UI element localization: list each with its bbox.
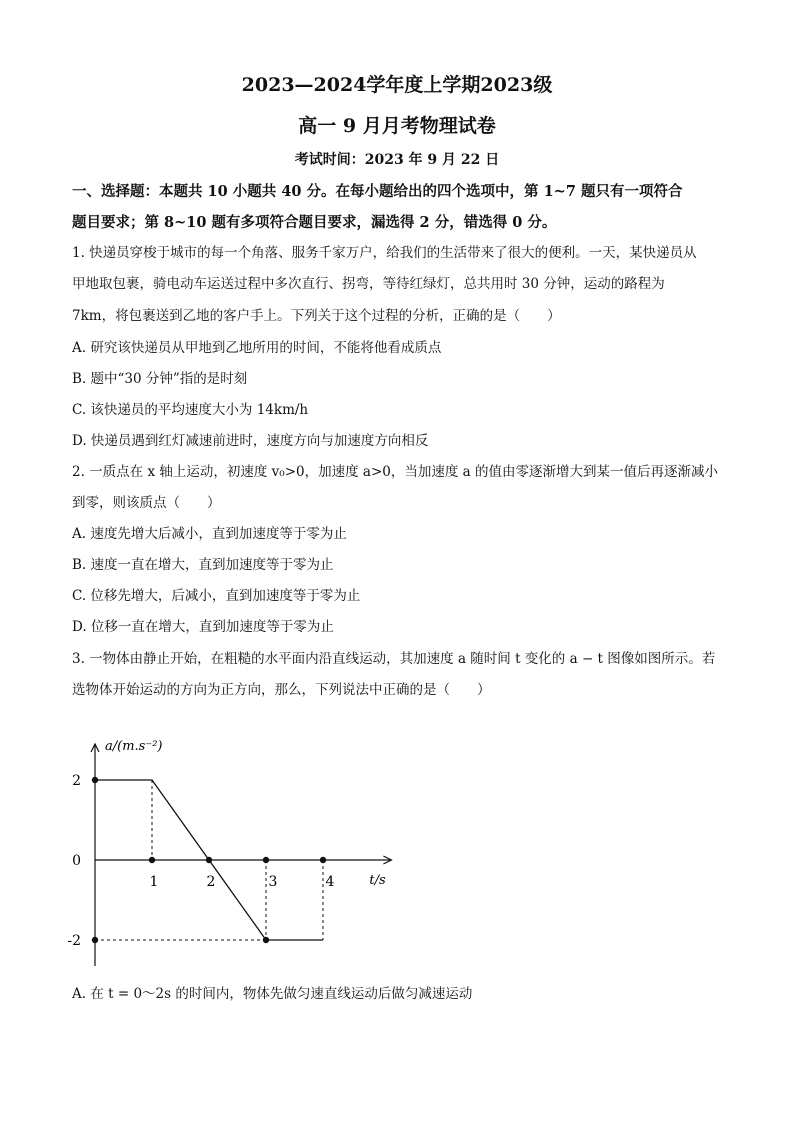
q2-option-a: A. 速度先增大后减小，直到加速度等于零为止 (72, 526, 347, 542)
section-heading-line: 一、选择题：本题共 10 小题共 40 分。在每小题给出的四个选项中，第 1~7 题只有一项符合 (72, 183, 683, 200)
q1-stem-line: 1. 快递员穿梭于城市的每一个角落、服务千家万户，给我们的生活带来了很大的便利。一天，某快递员从 (72, 245, 697, 261)
y-tick-label: 2 (72, 773, 81, 789)
x-tick-label: 1 (149, 874, 159, 890)
x-tick-label: 4 (325, 874, 335, 890)
q1-option-b: B. 题中“30 分钟”指的是时刻 (72, 371, 248, 387)
q1-option-a: A. 研究该快递员从甲地到乙地所用的时间，不能将他看成质点 (72, 340, 442, 356)
q3-stem-line: 3. 一物体由静止开始，在粗糙的水平面内沿直线运动，其加速度 a 随时间 t 变化的 a − t 图像如图所示。若 (72, 651, 716, 667)
exam-title-year: 2023—2024学年度上学期2023级 (241, 74, 553, 96)
exam-title-subject: 高一 9 月月考物理试卷 (298, 115, 496, 137)
y-tick-label: -2 (67, 933, 81, 949)
x-tick-label: 2 (206, 874, 216, 890)
q3-option-a: A. 在 t = 0～2s 的时间内，物体先做匀速直线运动后做匀减速运动 (72, 986, 473, 1002)
q2-option-d: D. 位移一直在增大，直到加速度等于零为止 (72, 619, 334, 635)
y-axis-label: a/(m.s⁻²) (105, 739, 163, 754)
x-tick-label: 3 (268, 874, 278, 890)
q1-stem-line: 7km，将包裹送到乙地的客户手上。下列关于这个过程的分析，正确的是（ ） (72, 308, 561, 324)
x-axis-label: t/s (369, 873, 386, 888)
q2-stem-line: 到零，则该质点（ ） (72, 495, 221, 511)
y-tick-label: 0 (72, 853, 81, 869)
q1-option-c: C. 该快递员的平均速度大小为 14km/h (72, 402, 309, 418)
q2-option-c: C. 位移先增大，后减小，直到加速度等于零为止 (72, 588, 361, 604)
exam-time: 考试时间：2023 年 9 月 22 日 (294, 152, 500, 168)
a-t-graph (67, 712, 400, 972)
q3-stem-line: 选物体开始运动的方向为正方向，那么，下列说法中正确的是（ ） (72, 682, 491, 698)
section-heading-line: 题目要求；第 8~10 题有多项符合题目要求，漏选得 2 分，错选得 0 分。 (72, 214, 557, 231)
section-heading (72, 176, 732, 238)
q2-option-b: B. 速度一直在增大，直到加速度等于零为止 (72, 557, 334, 573)
series-point (263, 937, 269, 943)
q2-stem-line: 2. 一质点在 x 轴上运动，初速度 v₀>0，加速度 a>0，当加速度 a 的值由零逐渐增大到某一值后再逐渐减小 (72, 464, 718, 480)
q1-stem-line: 甲地取包裹，骑电动车运送过程中多次直行、拐弯，等待红绿灯，总共用时 30 分钟，运动的路程为 (72, 276, 665, 292)
q1-option-d: D. 快递员遇到红灯减速前进时，速度方向与加速度方向相反 (72, 433, 429, 449)
